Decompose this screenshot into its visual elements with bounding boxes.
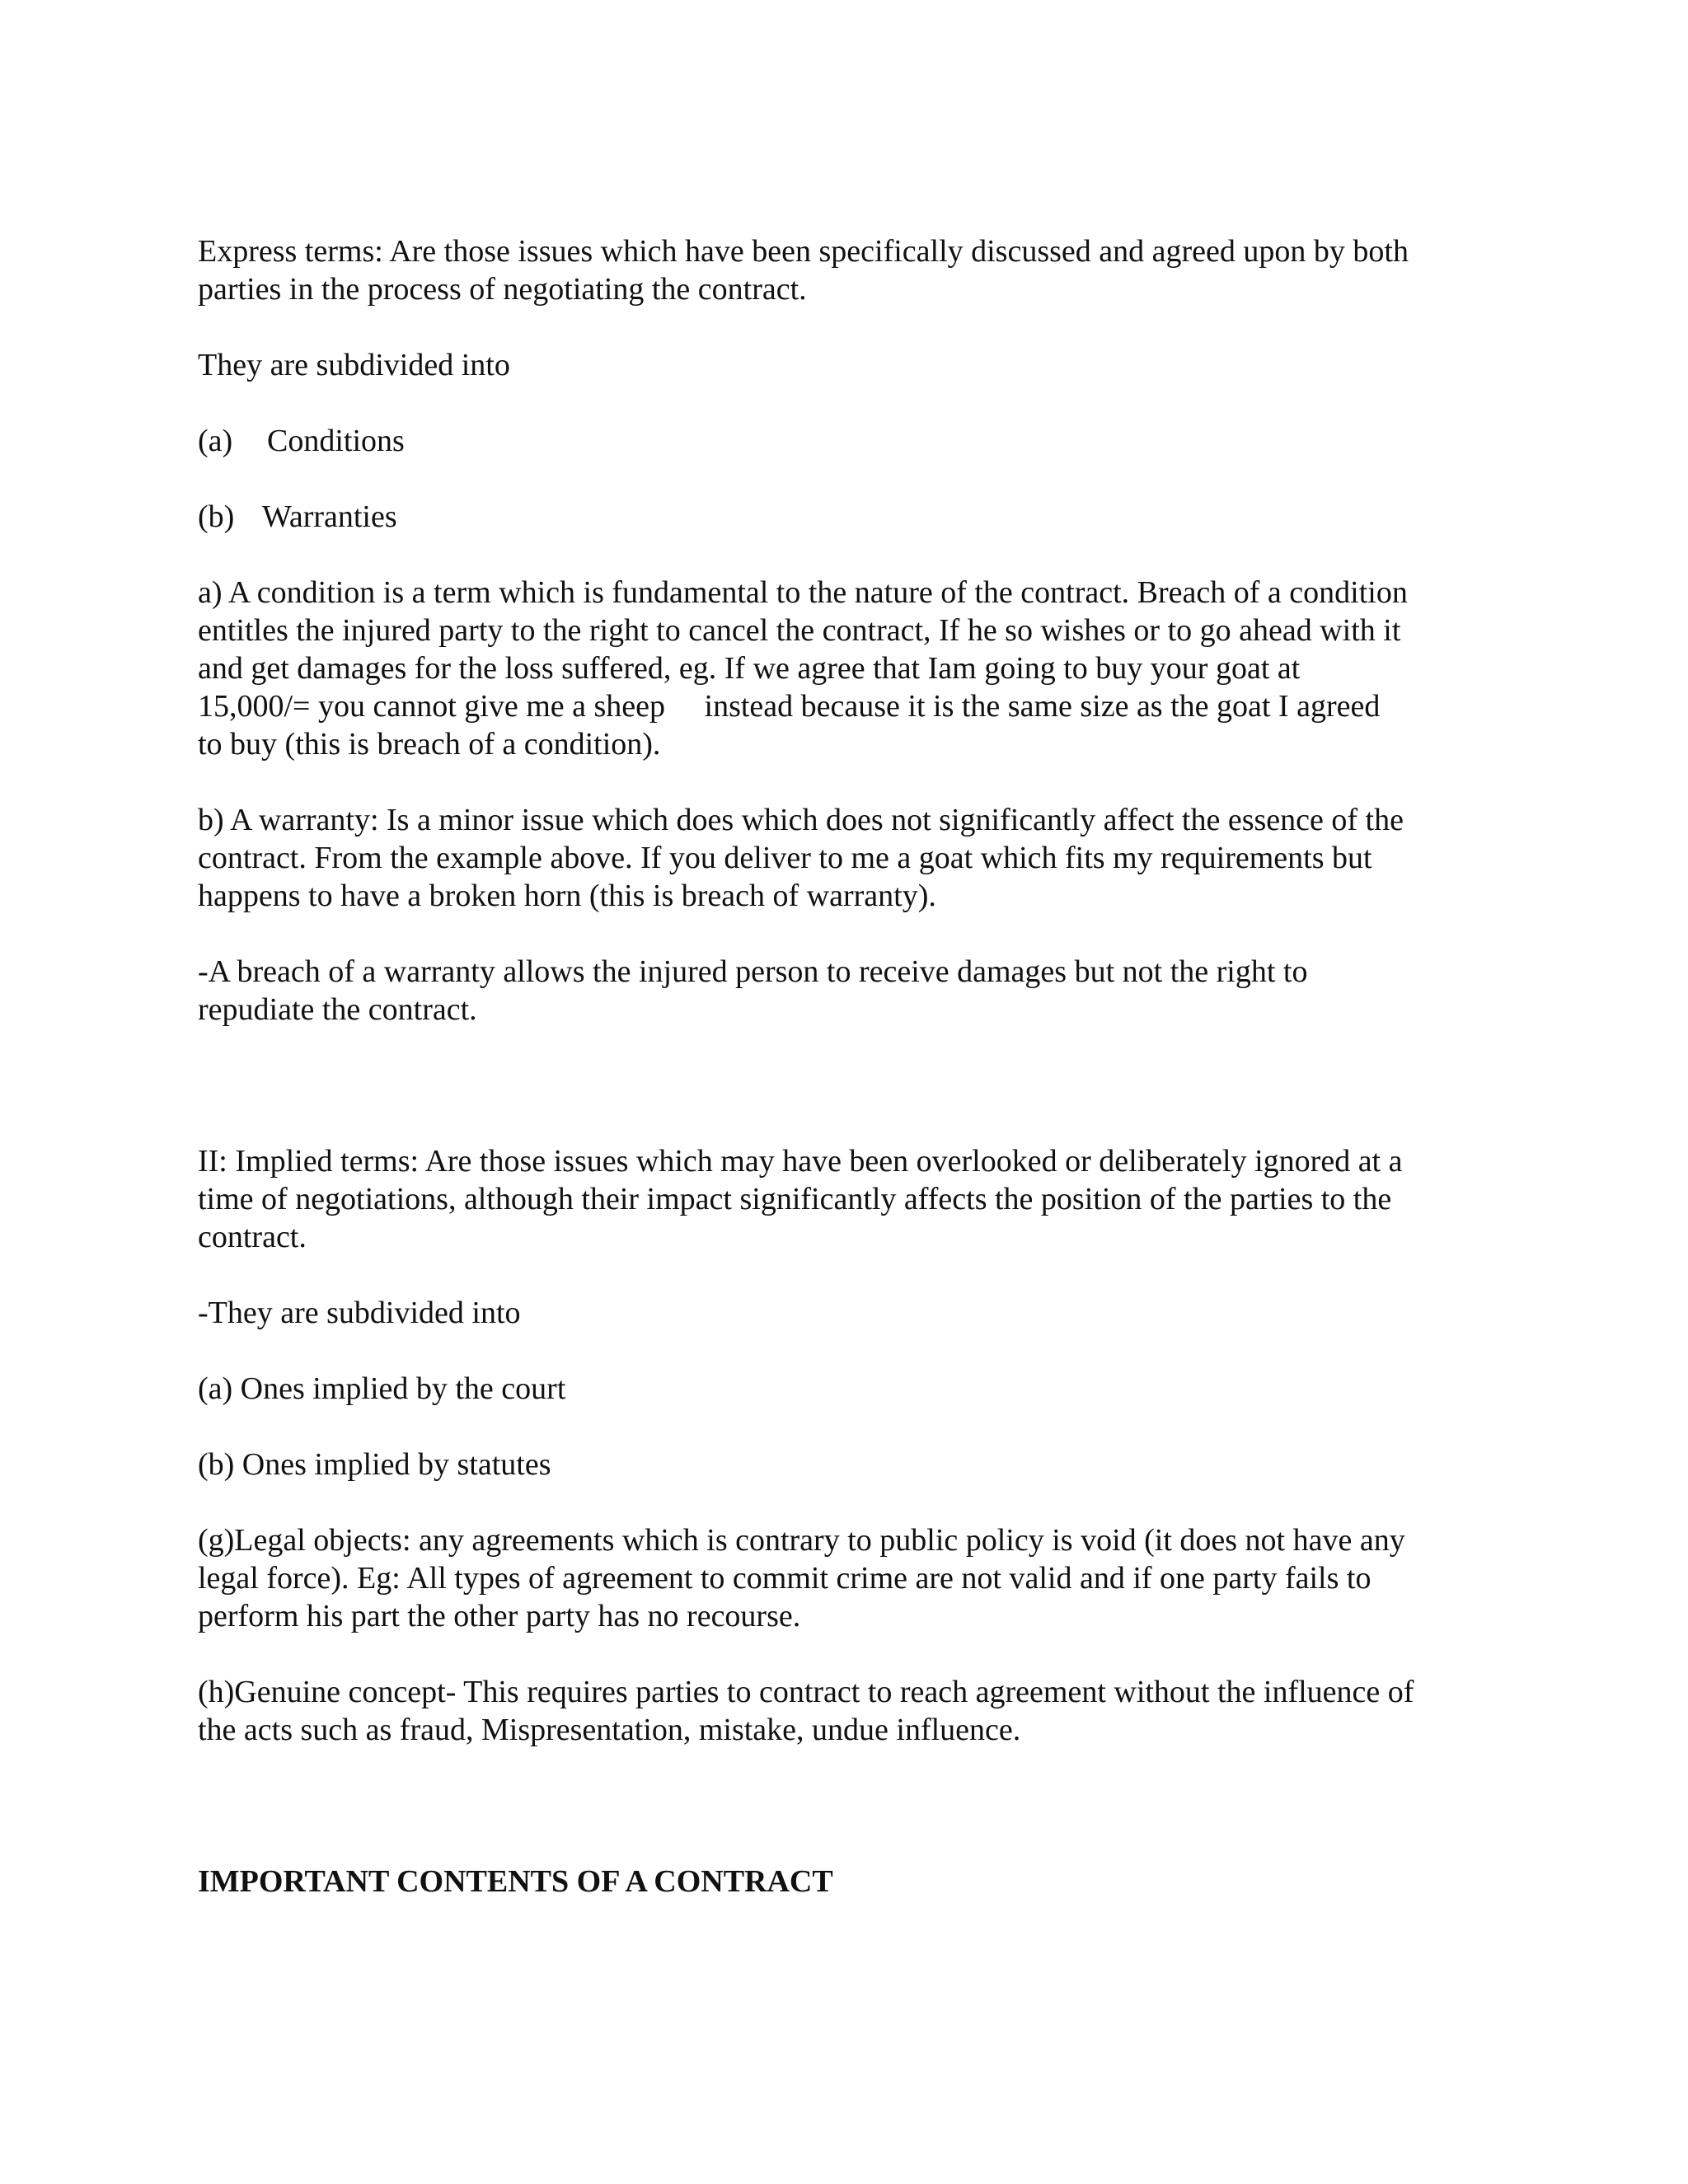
warranty-paragraph bbox=[198, 801, 1484, 915]
express-terms-line-2: parties in the process of negotiating the contract. bbox=[198, 272, 807, 307]
warranty-line-2: contract. From the example above. If you deliver to me a goat which fits my requirements but bbox=[198, 841, 1372, 875]
express-subdivided-text bbox=[198, 346, 1484, 384]
implied-terms-line-1: II: Implied terms: Are those issues which may have been overlooked or deliberately ignored at a bbox=[198, 1144, 1403, 1179]
express-terms-paragraph bbox=[198, 232, 1484, 308]
implied-terms-line-3: contract. bbox=[198, 1220, 307, 1254]
genuine-concept-line-1: (h)Genuine concept- This requires parties to contract to reach agreement without the influence of bbox=[198, 1675, 1414, 1709]
legal-objects-line-3: perform his part the other party has no recourse. bbox=[198, 1599, 801, 1633]
genuine-concept-paragraph bbox=[198, 1673, 1484, 1749]
condition-line-5: to buy (this is breach of a condition). bbox=[198, 727, 661, 762]
condition-line-2: entitles the injured party to the right to cancel the contract, If he so wishes or to go ahead with it bbox=[198, 613, 1401, 648]
warranty-line-3: happens to have a broken horn (this is breach of warranty). bbox=[198, 879, 936, 913]
list-item-label: Conditions bbox=[267, 424, 405, 458]
section-spacer bbox=[198, 1029, 1484, 1142]
condition-line-4: 15,000/= you cannot give me a sheep instead because it is the same size as the goat I agreed bbox=[198, 689, 1381, 724]
express-terms-line-1: Express terms: Are those issues which have been specifically discussed and agreed upon by both bbox=[198, 234, 1409, 269]
list-item-implied-by-court: (a) Ones implied by the court bbox=[198, 1371, 566, 1406]
condition-line-1: a) A condition is a term which is fundamental to the nature of the contract. Breach of a condition bbox=[198, 575, 1408, 610]
page-content bbox=[198, 232, 1484, 1900]
list-marker: (b) bbox=[198, 499, 235, 534]
implied-terms-line-2: time of negotiations, although their impact significantly affects the position of the parties to the bbox=[198, 1182, 1392, 1216]
legal-objects-paragraph bbox=[198, 1521, 1484, 1635]
list-item-conditions bbox=[198, 422, 1484, 460]
list-item-label: Warranties bbox=[262, 499, 397, 534]
warranty-breach-line-1: -A breach of a warranty allows the injured person to receive damages but not the right to bbox=[198, 954, 1308, 989]
implied-terms-paragraph bbox=[198, 1142, 1484, 1256]
warranty-breach-line-2: repudiate the contract. bbox=[198, 992, 477, 1027]
list-marker: (a) bbox=[198, 424, 233, 458]
condition-line-3: and get damages for the loss suffered, eg. If we agree that Iam going to buy your goat at bbox=[198, 651, 1301, 686]
section-heading: IMPORTANT CONTENTS OF A CONTRACT bbox=[198, 1864, 833, 1899]
legal-objects-line-1: (g)Legal objects: any agreements which is contrary to public policy is void (it does not have any bbox=[198, 1523, 1405, 1558]
list-item-warranties bbox=[198, 498, 1484, 536]
express-subdivided-line: They are subdivided into bbox=[198, 348, 510, 382]
section-spacer bbox=[198, 1749, 1484, 1863]
list-item-implied-by-statutes: (b) Ones implied by statutes bbox=[198, 1447, 551, 1482]
condition-paragraph bbox=[198, 574, 1484, 763]
legal-objects-line-2: legal force). Eg: All types of agreement to commit crime are not valid and if one party fails to bbox=[198, 1561, 1372, 1596]
warranty-breach-paragraph bbox=[198, 953, 1484, 1029]
warranty-line-1: b) A warranty: Is a minor issue which does which does not significantly affect the essence of the bbox=[198, 803, 1404, 837]
implied-subdivided-text bbox=[198, 1294, 1484, 1332]
implied-subdivided-line: -They are subdivided into bbox=[198, 1296, 521, 1330]
genuine-concept-line-2: the acts such as fraud, Mispresentation, mistake, undue influence. bbox=[198, 1713, 1021, 1747]
